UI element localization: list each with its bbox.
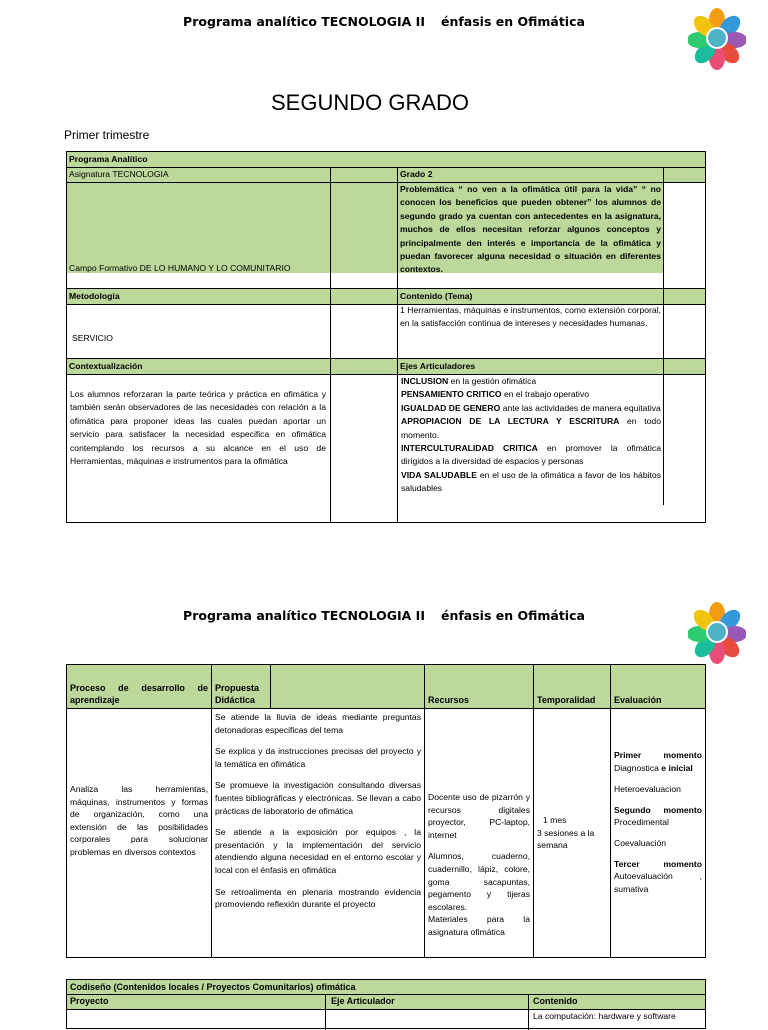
row-bg [67,359,705,374]
eval-procedimental: Procedimental [614,817,669,828]
recursos-list [425,709,534,957]
ejes-heading: Ejes Articuladores [400,361,476,371]
temporalidad-item: 1 mes [543,815,567,825]
eje-item: INCLUSION en la gestión ofimática [401,376,537,386]
page-header [0,14,768,29]
codiseno-header-row [67,995,705,1010]
eval-tercer: Tercer momento [614,858,702,869]
col-header-proceso: Proceso de desarrollo de aprendizaje [67,665,212,709]
header-left: Programa analítico TECNOLOGIA II [183,14,425,29]
metodologia-heading: Metodología [69,291,120,301]
campo-formativo: Campo Formativo DE LO HUMANO Y LO COMUNITARIO [69,263,291,273]
divider [66,358,706,359]
propuesta-item: Se promueve la investigación consultando diversas fuentes bibliográficas y electrónicas. Se llevan a cabo prácticas de laboratorio de ofimática [215,780,421,816]
learning-process-table [66,664,706,958]
codiseno-table [66,979,706,1029]
divider [397,167,398,523]
temporalidad-cell [534,709,611,957]
eval-auto: Autoevaluación , sumativa [614,871,702,894]
divider [663,167,664,505]
divider [325,995,326,1009]
flower-logo-icon [688,600,746,664]
metodologia-value: SERVICIO [72,333,113,343]
eje-item: IGUALDAD DE GENERO ante las actividades de manera equitativa [401,402,661,413]
contenido-heading: Contenido (Tema) [400,291,473,301]
header-left: Programa analítico TECNOLOGIA II [183,608,425,623]
contenido-text: 1 Herramientas, máquinas e instrumentos, como extensión corporal, en la satisfacción continua de intereses y necesidades humanas. [400,305,661,329]
col-header-blank [271,665,425,709]
col-header-recursos: Recursos [425,665,534,709]
col-header-evaluacion: Evaluación [611,665,705,709]
contextualizacion-text: Los alumnos reforzaran la parte teórica y práctica en ofimática y también serán observadores de las necesidades con relación a la ofimática para proponer ideas las cuales puedan aportar un servicio para satisfacer la necesidad especifica en ofimática contemplando los recursos a su alcance en el uso de Herramientas, máquinas e instrumentos para la ofimática [70,389,326,467]
col-eje: Eje Articulador [331,996,395,1006]
eval-diagnostica: Diagnostica e inicial [614,762,693,773]
col-header-temporalidad: Temporalidad [534,665,611,709]
eval-segundo: Segundo momento [614,804,702,815]
trimester-label: Primer trimestre [64,128,150,142]
problematica-text: Problemática “ no ven a la ofimática útil para la vida” “ no conocen los beneficios que pueden obtener” los alumnos de segundo grado ya cuentan con antecedentes en la asignatura, muchos de ellos necesitan reforzar algunos conceptos y principalmente den interés e importancia de la ofimática y puedan favorecer alguna necesidad o situación en diferentes contextos. [400,184,661,275]
propuesta-item: Se explica y da instrucciones precisas del proyecto y la temática en ofimática [215,746,421,769]
divider [325,1010,326,1030]
eval-hetero: Heteroevaluacion [614,784,681,795]
eje-item: VIDA SALUDABLE en el uso de la ofimática a favor de los hábitos saludables [401,469,661,494]
divider [528,1010,529,1030]
programa-heading: Programa Analítico [69,154,148,164]
propuesta-item: Se retroalimenta en plenaria mostrando evidencia promoviendo reflexión durante el proyecto [215,886,421,910]
row-bg [67,152,705,167]
eje-item: PENSAMIENTO CRITICO en el trabajo operativo [401,389,590,400]
eje-item: APROPIACION DE LA LECTURA Y ESCRITURA en todo momento. [401,416,661,440]
row-bg [663,183,705,273]
flower-logo-icon [688,6,746,70]
header-right: énfasis en Ofimática [440,608,585,623]
asignatura-label: Asignatura TECNOLOGIA [69,169,169,179]
header-right: énfasis en Ofimática [440,14,585,29]
propuesta-item: Se atiende a la exposición por equipos , la presentación y la implementación del servicio atendiendo alguna necesidad en el entorno escolar y local con el énfasis en ofimática [215,827,421,875]
contenido-cell: La computación: hardware y software [533,1011,676,1021]
eval-primer: Primer momento [614,750,702,760]
proceso-text: Analiza las herramientas, máquinas, instrumentos y formas de organización, como una extensión de las posibilidades corporales para solucionar problemas en diversos contextos [67,709,212,957]
col-contenido: Contenido [533,996,578,1006]
page-title: SEGUNDO GRADO [270,90,470,115]
eval-coe: Coevaluación [614,837,667,848]
col-header-propuesta: Propuesta Didáctica [212,665,271,709]
page-header-2 [0,608,768,623]
propuesta-list [212,709,425,957]
divider [330,167,331,523]
contextualizacion-heading: Contextualización [69,361,143,371]
grado-label: Grado 2 [400,169,433,179]
propuesta-item: Se atiende la lluvia de ideas mediante preguntas detonadoras especificas del tema [215,712,421,735]
divider [528,995,529,1009]
temporalidad-item: 3 sesiones a la semana [537,827,595,851]
col-proyecto: Proyecto [70,996,109,1006]
divider [66,288,706,289]
recurso-item: Docente uso de pizarrón y recursos digitales proyector, PC-laptop, internet [428,792,530,840]
recurso-item: Alumnos, cuaderno, cuadernillo, lápiz, colore, goma sacapuntas, pegamento y tijeras escolares. [428,851,530,912]
eje-item: INTERCULTURALIDAD CRITICA en promover la ofimática dirigidos a la diversidad de espacios y personas [401,443,662,467]
row-bg [67,289,705,304]
ejes-list [401,375,661,496]
codiseno-title: Codiseño (Contenidos locales / Proyectos Comunitarios) ofimática [67,980,705,995]
evaluacion-cell [611,709,705,957]
recurso-item: Materiales para la asignatura ofimática [428,914,530,937]
